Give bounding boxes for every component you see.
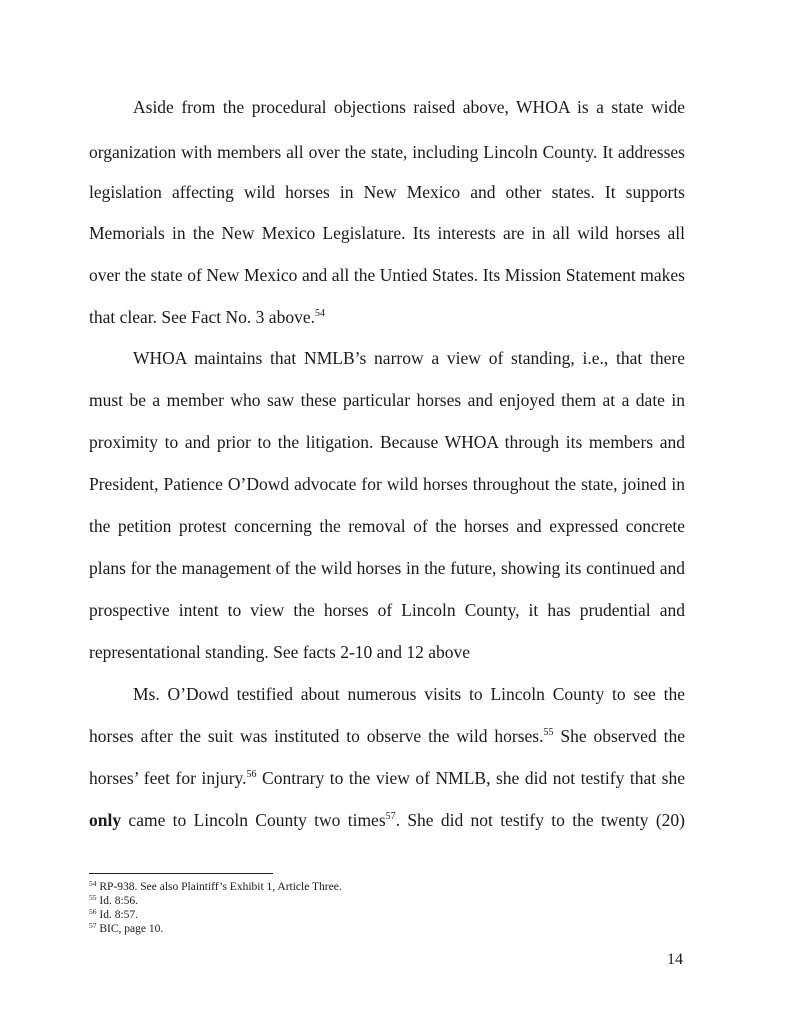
body-line: prospective intent to view the horses of Lincoln County, it has prudential and <box>89 600 685 620</box>
footnote: $^{56}$ Id. 8:57. <box>89 907 139 921</box>
body-line: proximity to and prior to the litigation. Because WHOA through its members and <box>89 432 685 452</box>
footnote: $^{54}$ RP-938. See also Plaintiff’s Exhibit 1, Article Three. <box>89 879 342 893</box>
footnote: $^{57}$ BIC, page 10. <box>89 921 164 935</box>
page-number: 14 <box>667 951 683 968</box>
body-line: President, Patience O’Dowd advocate for wild horses throughout the state, joined in <box>89 474 685 494</box>
footnote-ref[interactable]: 54 <box>314 308 325 319</box>
body-line: Memorials in the New Mexico Legislature. Its interests are in all wild horses all <box>89 223 685 243</box>
emphasis-only: only <box>89 810 122 830</box>
body-line: that clear. See Fact No. 3 above.$^{54}$ <box>89 307 325 327</box>
body-line: plans for the management of the wild horses in the future, showing its continued and <box>89 558 685 578</box>
body-line: Ms. O’Dowd testified about numerous visits to Lincoln County to see the <box>133 684 685 704</box>
body-line: legislation affecting wild horses in New Mexico and other states. It supports <box>89 182 685 202</box>
footnote-ref[interactable]: 55 <box>543 727 554 738</box>
footnote-ref[interactable]: 57 <box>385 811 396 822</box>
body-line: over the state of New Mexico and all the Untied States. Its Mission Statement makes <box>89 265 685 285</box>
footnote-ref[interactable]: 56 <box>246 769 257 780</box>
body-line: must be a member who saw these particular horses and enjoyed them at a date in <box>89 390 685 410</box>
body-line: organization with members all over the state, including Lincoln County. It addresses <box>89 142 685 162</box>
body-line: horses after the suit was instituted to observe the wild horses.$^{55}$ She observed the <box>89 726 685 746</box>
footnote: $^{55}$ Id. 8:56. <box>89 893 139 907</box>
body-line: Aside from the procedural objections raised above, WHOA is a state wide <box>133 97 685 117</box>
body-line: only came to Lincoln County two times$^{57}$. She did not testify to the twenty (20) <box>89 810 685 830</box>
body-line: representational standing. See facts 2-10 and 12 above <box>89 642 470 662</box>
footnote-separator <box>89 873 273 874</box>
body-line: WHOA maintains that NMLB’s narrow a view of standing, i.e., that there <box>133 348 685 368</box>
body-line: horses’ feet for injury.$^{56}$ Contrary to the view of NMLB, she did not testify that she <box>89 768 685 788</box>
body-line: the petition protest concerning the removal of the horses and expressed concrete <box>89 516 685 536</box>
